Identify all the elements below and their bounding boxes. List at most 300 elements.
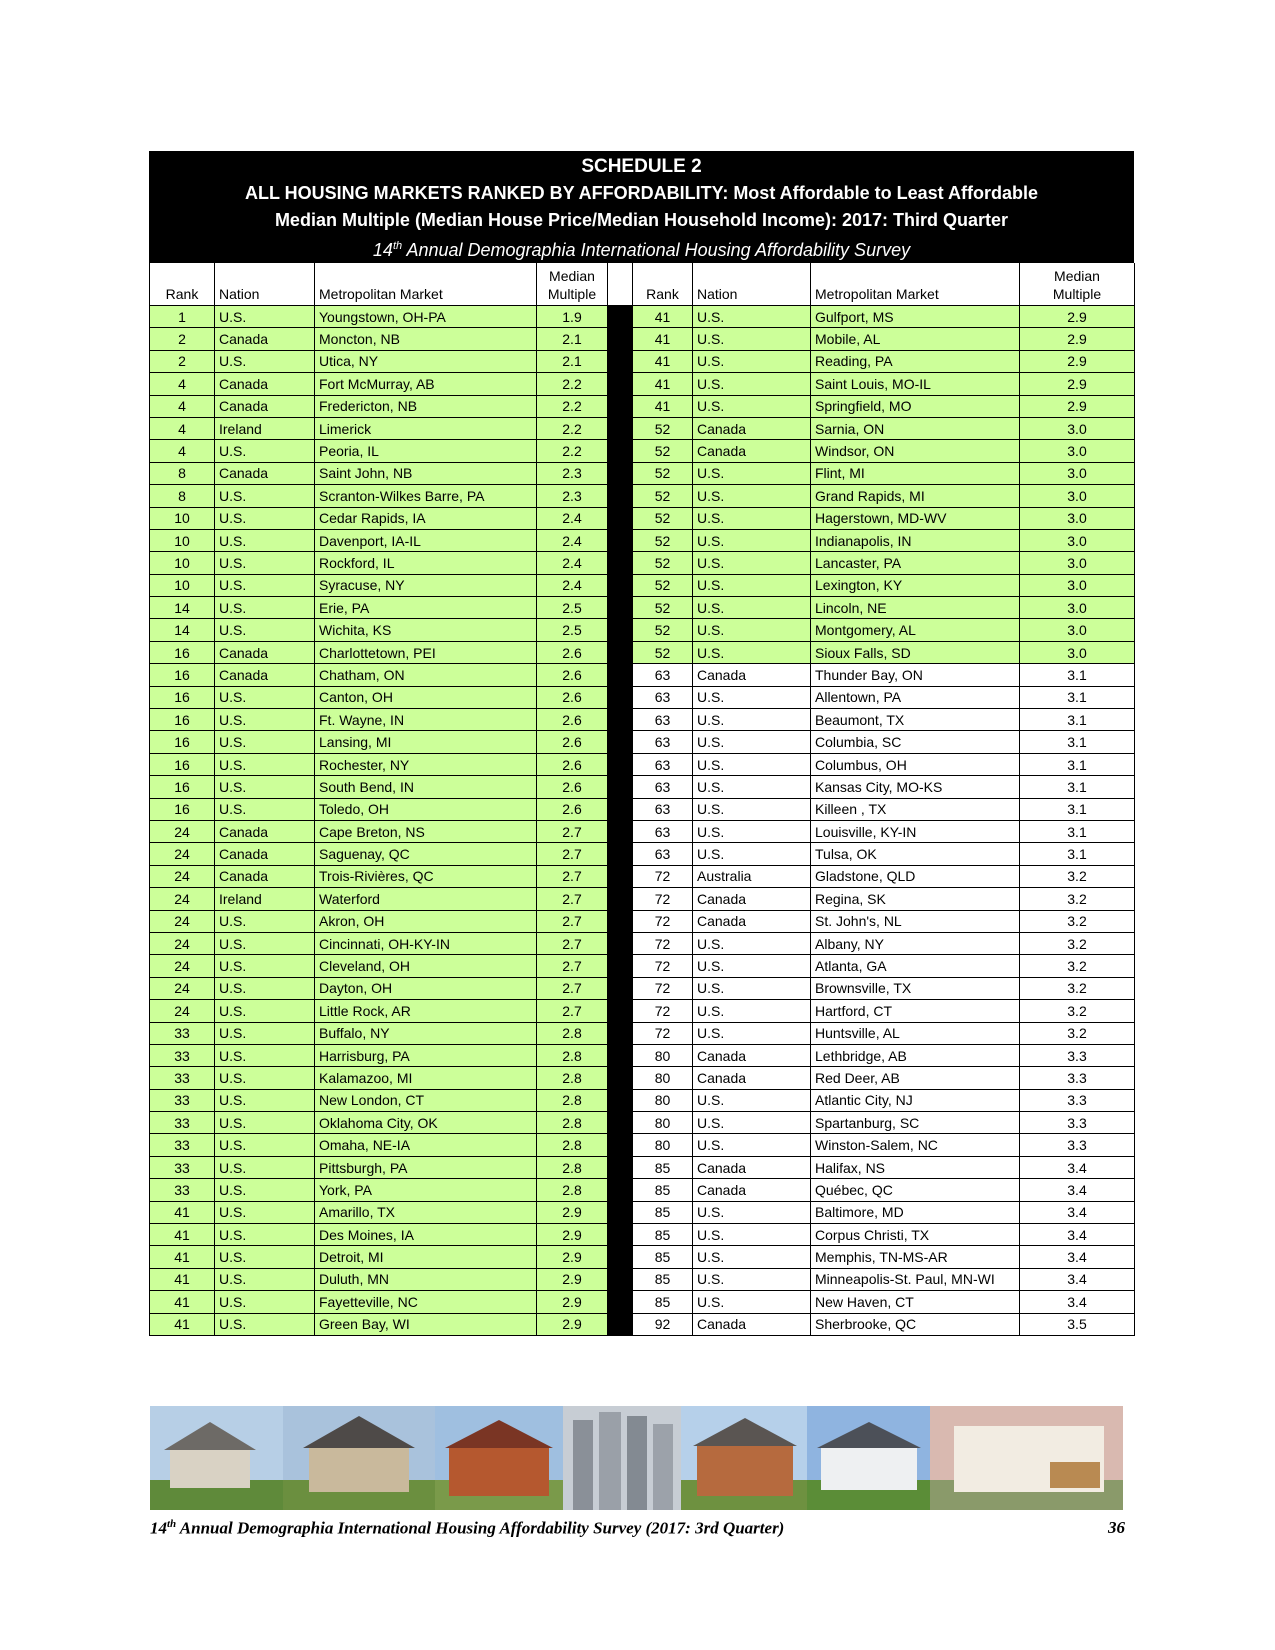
nation-cell: U.S. <box>215 440 315 462</box>
rank-cell-right: 52 <box>633 574 693 596</box>
market-cell-right: Montgomery, AL <box>811 619 1020 641</box>
column-gap <box>608 843 633 865</box>
nation-cell-right: U.S. <box>693 1089 811 1111</box>
table-row <box>150 820 1135 842</box>
rank-cell: 41 <box>150 1224 215 1246</box>
market-cell: Kalamazoo, MI <box>315 1067 537 1089</box>
column-gap <box>608 1201 633 1223</box>
table-row <box>150 888 1135 910</box>
rank-cell: 10 <box>150 507 215 529</box>
multiple-cell-right: 3.2 <box>1020 955 1135 977</box>
market-cell-right: Minneapolis-St. Paul, MN-WI <box>811 1268 1020 1290</box>
table-row <box>150 1179 1135 1201</box>
nation-cell-right: Canada <box>693 440 811 462</box>
multiple-cell: 2.6 <box>537 798 608 820</box>
rank-cell: 4 <box>150 417 215 439</box>
rank-cell-right: 63 <box>633 776 693 798</box>
market-cell: Fayetteville, NC <box>315 1291 537 1313</box>
table-header-band <box>149 151 1134 263</box>
rank-cell: 41 <box>150 1246 215 1268</box>
market-cell: Cape Breton, NS <box>315 820 537 842</box>
column-gap <box>608 910 633 932</box>
nation-cell: Canada <box>215 843 315 865</box>
rank-cell: 33 <box>150 1134 215 1156</box>
market-cell-right: Atlanta, GA <box>811 955 1020 977</box>
market-cell: Cincinnati, OH-KY-IN <box>315 932 537 954</box>
multiple-cell: 2.6 <box>537 641 608 663</box>
nation-cell-right: U.S. <box>693 1022 811 1044</box>
nation-cell-right: Canada <box>693 1313 811 1335</box>
market-cell: Scranton-Wilkes Barre, PA <box>315 485 537 507</box>
market-cell-right: Columbus, OH <box>811 753 1020 775</box>
table-row <box>150 373 1135 395</box>
rank-cell-right: 52 <box>633 597 693 619</box>
rank-cell-right: 63 <box>633 843 693 865</box>
nation-cell-right: U.S. <box>693 955 811 977</box>
multiple-cell: 2.9 <box>537 1268 608 1290</box>
rank-cell: 16 <box>150 664 215 686</box>
nation-cell: Canada <box>215 395 315 417</box>
rank-cell: 16 <box>150 641 215 663</box>
rank-cell: 16 <box>150 686 215 708</box>
nation-cell-right: U.S. <box>693 641 811 663</box>
market-cell: Omaha, NE-IA <box>315 1134 537 1156</box>
multiple-cell-right: 3.2 <box>1020 1000 1135 1022</box>
rank-cell: 33 <box>150 1089 215 1111</box>
nation-cell: U.S. <box>215 1067 315 1089</box>
table-row <box>150 574 1135 596</box>
rank-cell: 2 <box>150 328 215 350</box>
rank-cell-right: 80 <box>633 1067 693 1089</box>
nation-cell: Canada <box>215 641 315 663</box>
column-gap <box>608 1044 633 1066</box>
rank-cell-right: 85 <box>633 1246 693 1268</box>
multiple-cell-right: 3.4 <box>1020 1268 1135 1290</box>
table-row <box>150 977 1135 999</box>
multiple-cell: 2.2 <box>537 395 608 417</box>
nation-cell: U.S. <box>215 1112 315 1134</box>
multiple-cell-right: 3.1 <box>1020 843 1135 865</box>
rank-cell: 33 <box>150 1156 215 1178</box>
rank-cell: 4 <box>150 440 215 462</box>
column-gap <box>608 664 633 686</box>
column-gap <box>608 1313 633 1335</box>
schedule-2-table <box>149 151 1134 1336</box>
column-gap <box>608 731 633 753</box>
market-cell: Toledo, OH <box>315 798 537 820</box>
market-cell: Youngstown, OH-PA <box>315 306 537 328</box>
rank-cell: 41 <box>150 1313 215 1335</box>
rank-cell: 24 <box>150 843 215 865</box>
multiple-cell-right: 3.1 <box>1020 776 1135 798</box>
nation-cell: U.S. <box>215 574 315 596</box>
multiple-cell: 2.9 <box>537 1201 608 1223</box>
market-cell: New London, CT <box>315 1089 537 1111</box>
column-gap <box>608 776 633 798</box>
rank-cell-right: 41 <box>633 306 693 328</box>
market-cell: Waterford <box>315 888 537 910</box>
nation-cell-right: U.S. <box>693 820 811 842</box>
multiple-cell-right: 3.1 <box>1020 731 1135 753</box>
table-row <box>150 1089 1135 1111</box>
footer-title: 14th Annual Demographia International Housing Affordability Survey (2017: 3rd Quarter) <box>150 1518 785 1538</box>
market-cell: Cedar Rapids, IA <box>315 507 537 529</box>
market-cell-right: Sarnia, ON <box>811 417 1020 439</box>
multiple-cell-right: 3.4 <box>1020 1201 1135 1223</box>
rank-cell: 41 <box>150 1201 215 1223</box>
column-gap <box>608 574 633 596</box>
nation-cell: U.S. <box>215 1022 315 1044</box>
multiple-cell-right: 3.2 <box>1020 888 1135 910</box>
market-cell: Rockford, IL <box>315 552 537 574</box>
market-cell-right: Reading, PA <box>811 350 1020 372</box>
multiple-cell: 2.8 <box>537 1089 608 1111</box>
market-cell: Pittsburgh, PA <box>315 1156 537 1178</box>
multiple-cell-right: 3.4 <box>1020 1224 1135 1246</box>
nation-cell: U.S. <box>215 798 315 820</box>
multiple-cell-right: 3.4 <box>1020 1291 1135 1313</box>
col-nation-header-right: Nation <box>693 263 811 306</box>
rank-cell-right: 72 <box>633 910 693 932</box>
nation-cell: U.S. <box>215 1246 315 1268</box>
rank-cell-right: 80 <box>633 1089 693 1111</box>
rank-cell-right: 92 <box>633 1313 693 1335</box>
multiple-cell: 2.7 <box>537 910 608 932</box>
market-cell-right: Beaumont, TX <box>811 709 1020 731</box>
table-row <box>150 664 1135 686</box>
column-gap <box>608 597 633 619</box>
market-cell-right: Tulsa, OK <box>811 843 1020 865</box>
table-row <box>150 395 1135 417</box>
nation-cell-right: Canada <box>693 417 811 439</box>
table-row <box>150 1224 1135 1246</box>
column-gap <box>608 1089 633 1111</box>
nation-cell-right: Canada <box>693 1067 811 1089</box>
nation-cell: U.S. <box>215 753 315 775</box>
table-row <box>150 1112 1135 1134</box>
rank-cell-right: 72 <box>633 888 693 910</box>
multiple-cell: 2.7 <box>537 820 608 842</box>
multiple-cell: 2.5 <box>537 619 608 641</box>
column-gap <box>608 417 633 439</box>
column-gap <box>608 1291 633 1313</box>
multiple-cell: 2.4 <box>537 552 608 574</box>
multiple-cell: 2.9 <box>537 1291 608 1313</box>
multiple-cell-right: 3.0 <box>1020 597 1135 619</box>
multiple-cell: 2.6 <box>537 664 608 686</box>
nation-cell-right: U.S. <box>693 843 811 865</box>
table-row <box>150 955 1135 977</box>
nation-cell-right: U.S. <box>693 1000 811 1022</box>
table-row <box>150 1268 1135 1290</box>
nation-cell-right: U.S. <box>693 1201 811 1223</box>
market-cell: Charlottetown, PEI <box>315 641 537 663</box>
rank-cell-right: 52 <box>633 485 693 507</box>
rank-cell: 33 <box>150 1067 215 1089</box>
market-cell-right: Memphis, TN-MS-AR <box>811 1246 1020 1268</box>
nation-cell: U.S. <box>215 955 315 977</box>
column-header-row <box>150 263 1135 306</box>
multiple-cell: 2.1 <box>537 350 608 372</box>
nation-cell-right: U.S. <box>693 1291 811 1313</box>
nation-cell: U.S. <box>215 1089 315 1111</box>
market-cell-right: Sherbrooke, QC <box>811 1313 1020 1335</box>
multiple-cell-right: 2.9 <box>1020 328 1135 350</box>
column-gap <box>608 529 633 551</box>
multiple-cell-right: 3.3 <box>1020 1089 1135 1111</box>
multiple-cell: 2.7 <box>537 955 608 977</box>
nation-cell: U.S. <box>215 686 315 708</box>
rank-cell-right: 52 <box>633 417 693 439</box>
market-cell-right: Baltimore, MD <box>811 1201 1020 1223</box>
column-gap <box>608 932 633 954</box>
nation-cell-right: U.S. <box>693 485 811 507</box>
column-gap <box>608 1224 633 1246</box>
market-cell: Little Rock, AR <box>315 1000 537 1022</box>
table-row <box>150 1246 1135 1268</box>
table-row <box>150 1000 1135 1022</box>
multiple-cell: 2.7 <box>537 977 608 999</box>
house-photo-1 <box>150 1406 283 1510</box>
nation-cell-right: U.S. <box>693 529 811 551</box>
nation-cell-right: U.S. <box>693 932 811 954</box>
multiple-cell: 2.6 <box>537 709 608 731</box>
market-cell-right: Huntsville, AL <box>811 1022 1020 1044</box>
column-gap <box>608 820 633 842</box>
multiple-cell-right: 3.0 <box>1020 507 1135 529</box>
market-cell-right: Lethbridge, AB <box>811 1044 1020 1066</box>
table-row <box>150 1134 1135 1156</box>
rank-cell-right: 80 <box>633 1134 693 1156</box>
market-cell-right: Thunder Bay, ON <box>811 664 1020 686</box>
market-cell: Canton, OH <box>315 686 537 708</box>
nation-cell-right: U.S. <box>693 619 811 641</box>
table-row <box>150 798 1135 820</box>
rank-cell-right: 72 <box>633 865 693 887</box>
nation-cell: U.S. <box>215 1044 315 1066</box>
table-row <box>150 932 1135 954</box>
house-photo-6 <box>930 1406 1123 1510</box>
market-cell-right: Kansas City, MO-KS <box>811 776 1020 798</box>
col-market-header: Metropolitan Market <box>315 263 537 306</box>
multiple-cell: 2.7 <box>537 865 608 887</box>
rank-cell: 24 <box>150 977 215 999</box>
column-gap <box>608 373 633 395</box>
market-cell-right: Louisville, KY-IN <box>811 820 1020 842</box>
nation-cell: U.S. <box>215 597 315 619</box>
rank-cell: 10 <box>150 552 215 574</box>
column-gap <box>608 865 633 887</box>
multiple-cell-right: 3.0 <box>1020 440 1135 462</box>
nation-cell: U.S. <box>215 1313 315 1335</box>
rank-cell: 4 <box>150 395 215 417</box>
rank-cell-right: 63 <box>633 753 693 775</box>
nation-cell-right: U.S. <box>693 597 811 619</box>
house-photo-2 <box>283 1406 435 1510</box>
multiple-cell: 2.1 <box>537 328 608 350</box>
multiple-cell-right: 3.2 <box>1020 865 1135 887</box>
nation-cell-right: U.S. <box>693 373 811 395</box>
multiple-cell-right: 3.0 <box>1020 574 1135 596</box>
nation-cell-right: U.S. <box>693 1246 811 1268</box>
nation-cell-right: Australia <box>693 865 811 887</box>
multiple-cell-right: 3.1 <box>1020 686 1135 708</box>
multiple-cell: 2.3 <box>537 462 608 484</box>
rank-cell: 14 <box>150 619 215 641</box>
market-cell: York, PA <box>315 1179 537 1201</box>
multiple-cell-right: 3.2 <box>1020 1022 1135 1044</box>
market-cell-right: Mobile, AL <box>811 328 1020 350</box>
nation-cell: U.S. <box>215 1179 315 1201</box>
city-towers-photo <box>563 1406 681 1510</box>
multiple-cell: 2.2 <box>537 440 608 462</box>
rank-cell-right: 63 <box>633 709 693 731</box>
survey-name: 14th Annual Demographia International Housing Affordability Survey <box>372 240 911 260</box>
rank-cell-right: 72 <box>633 955 693 977</box>
rank-cell-right: 85 <box>633 1156 693 1178</box>
market-cell-right: Hagerstown, MD-WV <box>811 507 1020 529</box>
market-cell-right: Gulfport, MS <box>811 306 1020 328</box>
rank-cell: 14 <box>150 597 215 619</box>
nation-cell-right: U.S. <box>693 709 811 731</box>
nation-cell-right: U.S. <box>693 731 811 753</box>
multiple-cell-right: 3.0 <box>1020 485 1135 507</box>
market-cell: Detroit, MI <box>315 1246 537 1268</box>
rank-cell: 16 <box>150 798 215 820</box>
market-cell-right: Springfield, MO <box>811 395 1020 417</box>
rank-cell: 10 <box>150 574 215 596</box>
rank-cell: 1 <box>150 306 215 328</box>
rank-cell-right: 63 <box>633 686 693 708</box>
multiple-cell: 2.8 <box>537 1179 608 1201</box>
column-gap <box>608 686 633 708</box>
nation-cell-right: U.S. <box>693 977 811 999</box>
column-gap <box>608 1067 633 1089</box>
rank-cell-right: 85 <box>633 1224 693 1246</box>
rank-cell-right: 52 <box>633 552 693 574</box>
column-gap <box>608 641 633 663</box>
multiple-cell-right: 2.9 <box>1020 306 1135 328</box>
market-cell: Oklahoma City, OK <box>315 1112 537 1134</box>
rank-cell-right: 41 <box>633 373 693 395</box>
multiple-cell-right: 3.4 <box>1020 1246 1135 1268</box>
multiple-cell-right: 3.2 <box>1020 932 1135 954</box>
column-gap <box>608 263 633 306</box>
multiple-cell: 2.8 <box>537 1134 608 1156</box>
rank-cell-right: 85 <box>633 1268 693 1290</box>
nation-cell-right: U.S. <box>693 1268 811 1290</box>
multiple-cell: 2.8 <box>537 1067 608 1089</box>
multiple-cell-right: 3.0 <box>1020 619 1135 641</box>
nation-cell: U.S. <box>215 776 315 798</box>
rank-cell: 16 <box>150 753 215 775</box>
rank-cell-right: 52 <box>633 529 693 551</box>
multiple-cell-right: 3.3 <box>1020 1044 1135 1066</box>
nation-cell-right: Canada <box>693 888 811 910</box>
column-gap <box>608 1246 633 1268</box>
multiple-cell-right: 3.0 <box>1020 552 1135 574</box>
market-cell: Syracuse, NY <box>315 574 537 596</box>
rank-cell: 24 <box>150 955 215 977</box>
column-gap <box>608 306 633 328</box>
rank-cell-right: 80 <box>633 1112 693 1134</box>
rank-cell-right: 52 <box>633 462 693 484</box>
nation-cell: U.S. <box>215 1000 315 1022</box>
table-row <box>150 417 1135 439</box>
nation-cell-right: Canada <box>693 910 811 932</box>
column-gap <box>608 798 633 820</box>
column-gap <box>608 507 633 529</box>
multiple-cell-right: 3.2 <box>1020 977 1135 999</box>
rank-cell: 33 <box>150 1044 215 1066</box>
market-cell-right: Lexington, KY <box>811 574 1020 596</box>
multiple-cell: 2.3 <box>537 485 608 507</box>
rank-cell-right: 63 <box>633 731 693 753</box>
market-cell: Dayton, OH <box>315 977 537 999</box>
table-row <box>150 529 1135 551</box>
column-gap <box>608 1179 633 1201</box>
column-gap <box>608 619 633 641</box>
multiple-cell-right: 2.9 <box>1020 373 1135 395</box>
rank-cell: 24 <box>150 910 215 932</box>
multiple-cell: 2.4 <box>537 507 608 529</box>
rank-cell-right: 52 <box>633 440 693 462</box>
rank-cell-right: 85 <box>633 1179 693 1201</box>
table-row <box>150 753 1135 775</box>
nation-cell: U.S. <box>215 350 315 372</box>
column-gap <box>608 955 633 977</box>
rank-cell: 24 <box>150 888 215 910</box>
table-row <box>150 597 1135 619</box>
col-rank-header: Rank <box>150 263 215 306</box>
rank-cell-right: 41 <box>633 395 693 417</box>
multiple-cell-right: 3.3 <box>1020 1067 1135 1089</box>
multiple-cell: 2.7 <box>537 888 608 910</box>
nation-cell: Canada <box>215 820 315 842</box>
nation-cell: U.S. <box>215 1201 315 1223</box>
table-row <box>150 619 1135 641</box>
market-cell: Fort McMurray, AB <box>315 373 537 395</box>
schedule-subtitle: ALL HOUSING MARKETS RANKED BY AFFORDABILITY: Most Affordable to Least Affordable <box>244 183 1038 203</box>
nation-cell: Canada <box>215 664 315 686</box>
multiple-cell-right: 3.0 <box>1020 529 1135 551</box>
rank-cell: 16 <box>150 709 215 731</box>
rank-cell-right: 63 <box>633 798 693 820</box>
market-cell-right: Albany, NY <box>811 932 1020 954</box>
market-cell: Davenport, IA-IL <box>315 529 537 551</box>
nation-cell: Canada <box>215 865 315 887</box>
market-cell-right: Grand Rapids, MI <box>811 485 1020 507</box>
market-cell: Chatham, ON <box>315 664 537 686</box>
market-cell-right: Québec, QC <box>811 1179 1020 1201</box>
market-cell: Limerick <box>315 417 537 439</box>
nation-cell: U.S. <box>215 709 315 731</box>
multiple-cell-right: 2.9 <box>1020 350 1135 372</box>
multiple-cell-right: 3.1 <box>1020 753 1135 775</box>
nation-cell: Canada <box>215 462 315 484</box>
multiple-cell: 2.9 <box>537 1246 608 1268</box>
market-cell-right: Columbia, SC <box>811 731 1020 753</box>
multiple-cell: 2.5 <box>537 597 608 619</box>
nation-cell: Canada <box>215 328 315 350</box>
rank-cell: 24 <box>150 932 215 954</box>
nation-cell-right: U.S. <box>693 328 811 350</box>
table-row <box>150 865 1135 887</box>
column-gap <box>608 350 633 372</box>
nation-cell-right: U.S. <box>693 462 811 484</box>
nation-cell: Ireland <box>215 417 315 439</box>
multiple-cell: 2.6 <box>537 731 608 753</box>
